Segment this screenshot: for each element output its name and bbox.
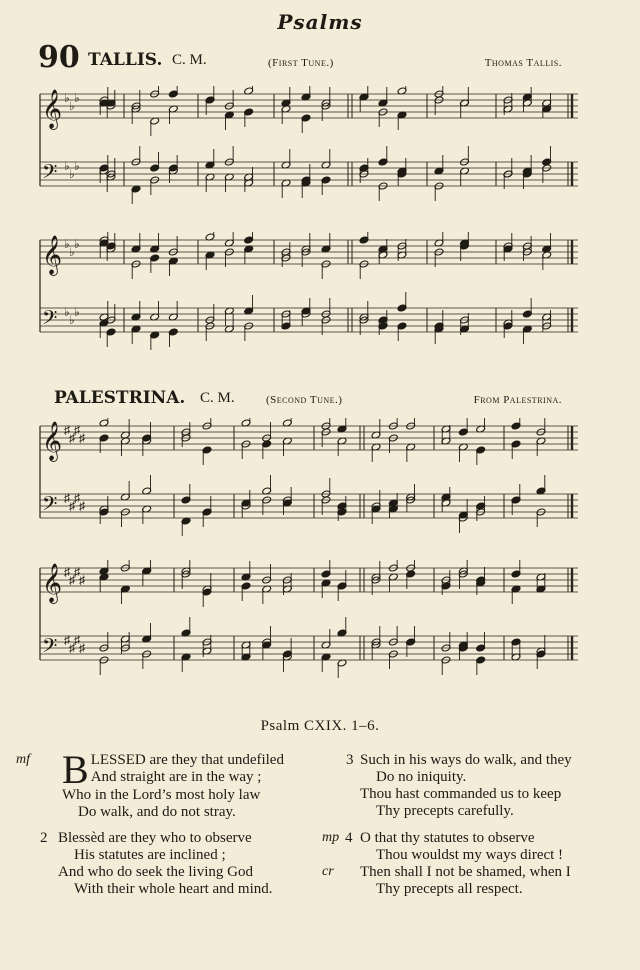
verse-4-number: 4 [345,830,353,846]
dynamic-cr: cr [322,864,334,879]
verse-3-line-2: Do no iniquity. [376,769,467,785]
bass-clef-icon: 𝄢 [42,634,58,662]
treble-clef-icon: 𝄞 [42,563,63,603]
sharp-icon: ♯ [79,431,85,445]
dropcap: B [62,747,89,792]
sharp-icon: ♯ [74,565,80,579]
sharp-icon: ♯ [79,573,85,587]
psalm-heading: Psalm CXIX. 1–6. [260,718,380,734]
dynamic-mp: mp [322,830,340,845]
sharp-icon: ♯ [69,499,75,513]
music-system-tallis-2 [34,232,582,354]
music-system-tallis-1 [34,86,582,208]
verse-2-line-3: And who do seek the living God [58,864,253,880]
tune2-subtitle: (Second Tune.) [266,394,343,406]
tune1-subtitle: (First Tune.) [268,57,334,69]
verse-2-line-2: His statutes are inclined ; [74,847,226,863]
flat-icon: ♭ [74,159,80,173]
treble-clef-icon: 𝄞 [42,89,63,129]
sharp-icon: ♯ [69,641,75,655]
dynamic-mf: mf [16,752,30,767]
sharp-icon: ♯ [69,573,75,587]
flat-icon: ♭ [74,305,80,319]
flat-icon: ♭ [69,245,75,259]
sharp-icon: ♯ [64,491,70,505]
bass-clef-icon: 𝄢 [42,306,58,334]
flat-icon: ♭ [74,237,80,251]
flat-icon: ♭ [64,159,70,173]
flat-icon: ♭ [69,167,75,181]
verse-2-number: 2 [40,830,48,846]
verse-2-line-1: Blessèd are they who to observe [58,830,252,846]
flat-icon: ♭ [74,91,80,105]
treble-clef-icon: 𝄞 [42,235,63,275]
verse-3-line-3: Thou hast commanded us to keep [360,786,562,802]
treble-clef-icon: 𝄞 [42,421,63,461]
music-system-palestrina-2 [34,560,582,682]
verse-1-line-3: Who in the Lord’s most holy law [62,787,261,803]
tune1-meter: C. M. [172,52,207,68]
flat-icon: ♭ [64,237,70,251]
sharp-icon: ♯ [64,423,70,437]
verse-2-line-4: With their whole heart and mind. [74,881,273,897]
tune1-name: TALLIS. [88,50,163,70]
hymn-number: 90 [38,40,80,75]
bass-clef-icon: 𝄢 [42,160,58,188]
flat-icon: ♭ [64,91,70,105]
flat-icon: ♭ [69,313,75,327]
verse-3-number: 3 [346,752,354,768]
verse-1-line-2: And straight are in the way ; [90,769,262,785]
verse-4-line-4: Thy precepts all respect. [376,881,523,897]
verse-4-line-1: O that thy statutes to observe [360,830,535,846]
verse-4 [360,830,571,898]
verse-1-line-4: Do walk, and do not stray. [78,804,236,820]
sharp-icon: ♯ [74,491,80,505]
sharp-icon: ♯ [64,565,70,579]
sharp-icon: ♯ [74,633,80,647]
sharp-icon: ♯ [64,633,70,647]
sharp-icon: ♯ [79,641,85,655]
sharp-icon: ♯ [79,499,85,513]
sharp-icon: ♯ [74,423,80,437]
verse-3 [360,752,572,820]
verse-2 [58,830,273,898]
tune2-name: PALESTRINA. [54,388,186,408]
tune2-meter: C. M. [200,390,235,406]
verse-1-line-1: LESSED are they that undefiled [90,752,284,768]
flat-icon: ♭ [69,99,75,113]
page-title: Psalms [277,10,363,34]
verse-3-line-4: Thy precepts carefully. [376,803,514,819]
tune1-composer: Thomas Tallis. [484,57,562,69]
verse-3-line-1: Such in his ways do walk, and they [360,752,572,768]
music-system-palestrina-1 [34,418,582,540]
verse-1 [62,747,322,821]
sharp-icon: ♯ [69,431,75,445]
tune2-source: From Palestrina. [473,394,562,406]
bass-clef-icon: 𝄢 [42,492,58,520]
flat-icon: ♭ [64,305,70,319]
verse-4-line-2: Thou wouldst my ways direct ! [376,847,564,863]
verse-4-line-3: Then shall I not be shamed, when I [360,864,571,880]
